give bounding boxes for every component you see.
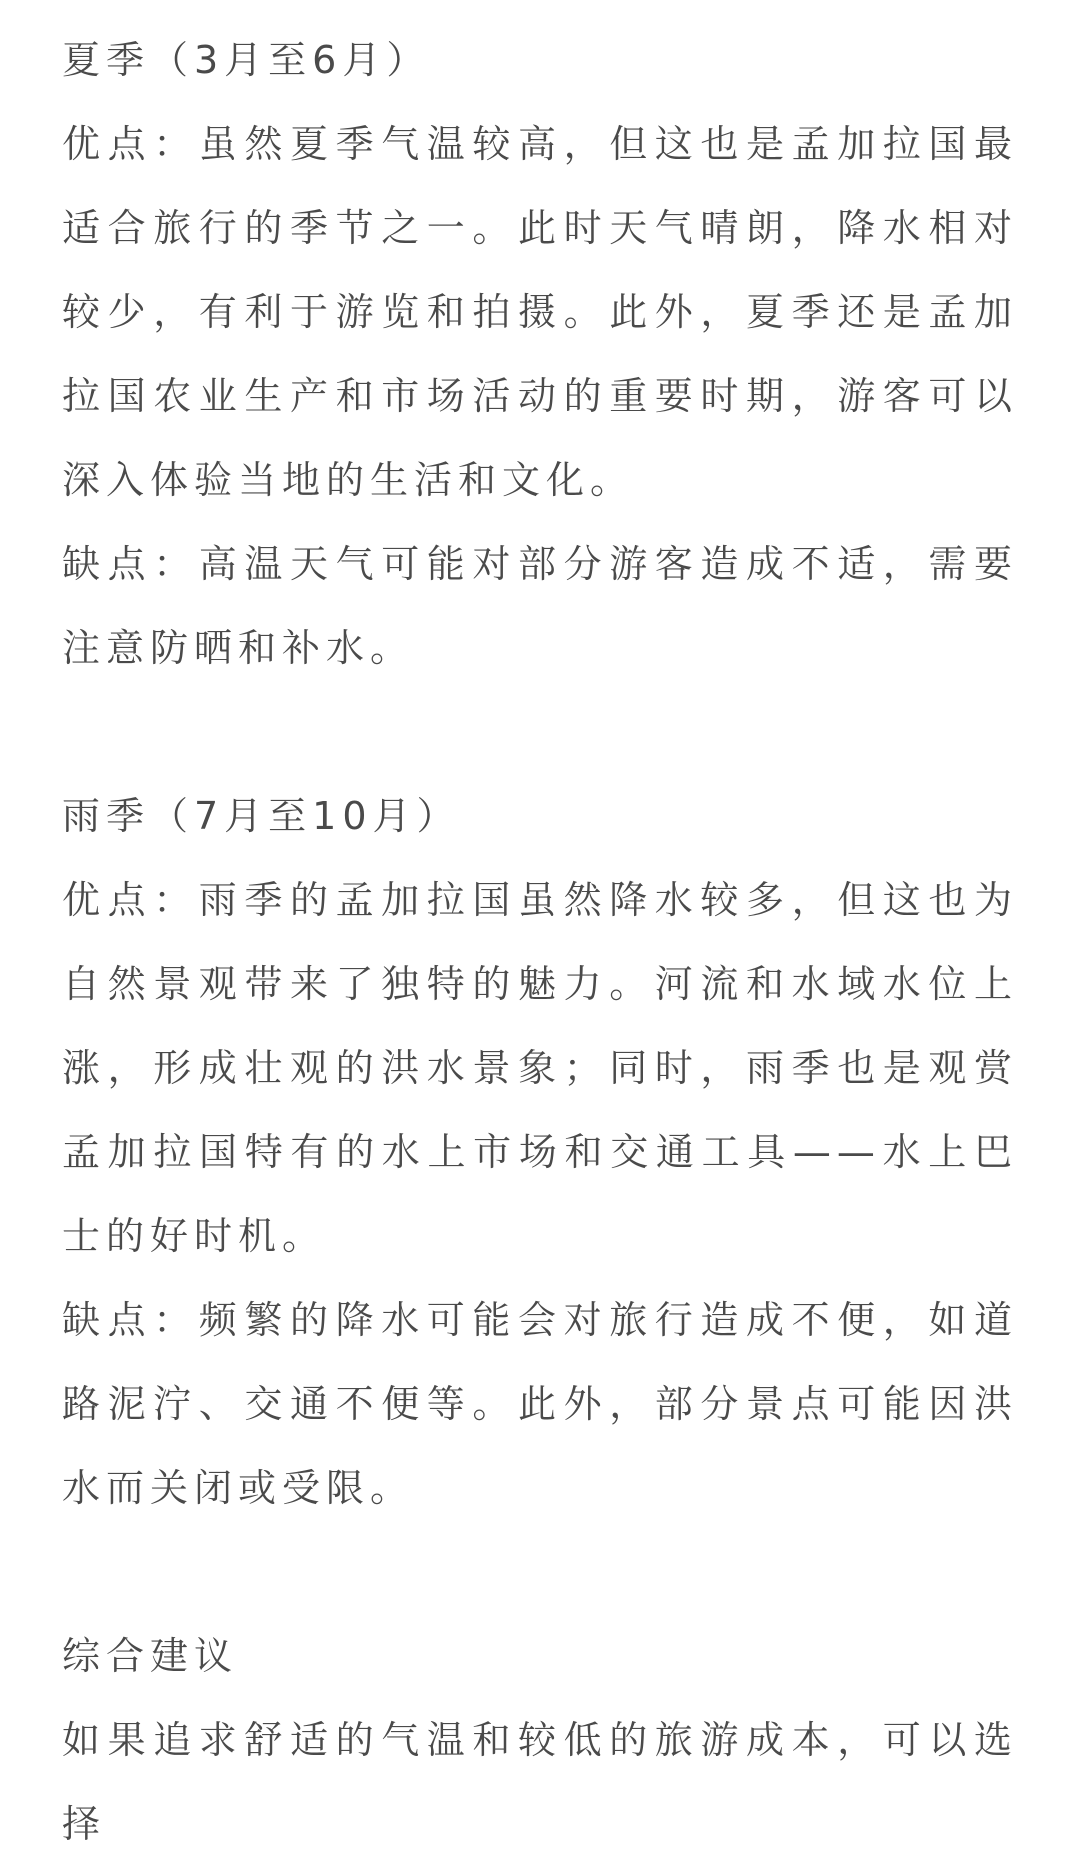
cons-paragraph: 缺点：频繁的降水可能会对旅行造成不便，如道路泥泞、交通不便等。此外，部分景点可能因洪水而关闭或受限。	[62, 1298, 1018, 1510]
pros-paragraph: 优点：雨季的孟加拉国虽然降水较多，但这也为自然景观带来了独特的魅力。河流和水域水位上涨，形成壮观的洪水景象；同时，雨季也是观赏孟加拉国特有的水上市场和交通工具——水上巴士的好时机。	[62, 878, 1018, 1258]
section-spacer	[62, 1530, 1018, 1614]
cons-paragraph: 缺点：高温天气可能对部分游客造成不适，需要注意防晒和补水。	[62, 542, 1018, 670]
section-heading: 夏季（3月至6月）	[62, 38, 431, 82]
section-summary	[62, 1614, 1018, 1866]
section-heading: 雨季（7月至10月）	[62, 794, 461, 838]
summary-heading: 综合建议	[62, 1634, 239, 1678]
pros-paragraph: 优点：虽然夏季气温较高，但这也是孟加拉国最适合旅行的季节之一。此时天气晴朗，降水相对较少，有利于游览和拍摄。此外，夏季还是孟加拉国农业生产和市场活动的重要时期，游客可以深入体验当地的生活和文化。	[62, 122, 1018, 502]
section-rainy-season	[62, 774, 1018, 1530]
summary-paragraph: 如果追求舒适的气温和较低的旅游成本，可以选择	[62, 1718, 1018, 1846]
section-summer	[62, 18, 1018, 690]
article-content	[62, 18, 1018, 1866]
section-spacer	[62, 690, 1018, 774]
